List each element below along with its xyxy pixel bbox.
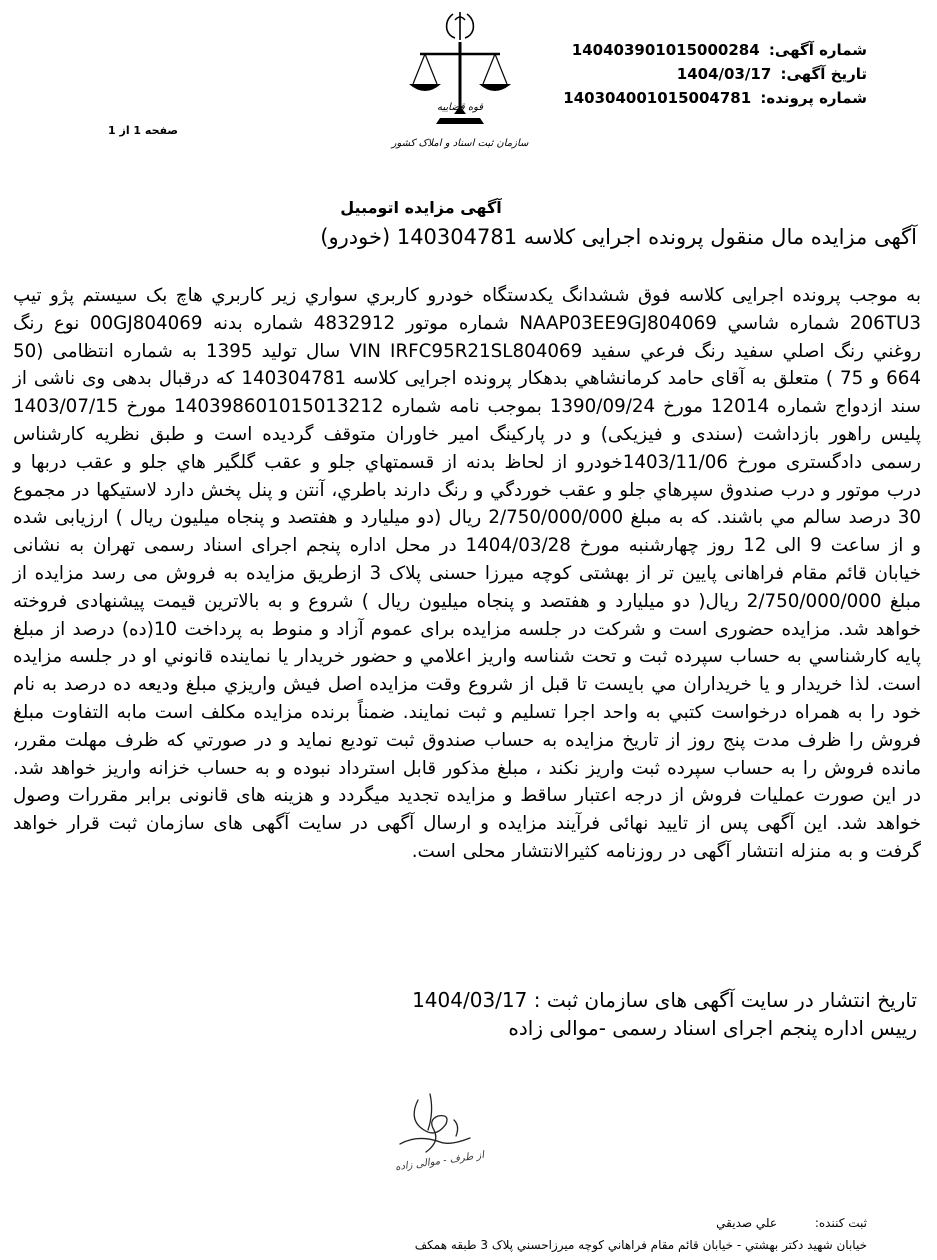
signature-text: از طرف - موالی زاده — [394, 1149, 485, 1174]
file-number-label: شماره پرونده: — [760, 89, 867, 107]
page-title: آگهی مزایده اتومبیل — [340, 198, 502, 217]
notice-date: 1404/03/17 — [676, 65, 772, 83]
notice-subtitle: آگهی مزایده مال منقول پرونده اجرایی کلاسه 140304781 (خودرو) — [320, 225, 917, 249]
emblem-caption-1: قوه قضاییه — [436, 102, 484, 113]
signer-title: رییس اداره پنجم اجرای اسناد رسمی -موالی زاده — [508, 1016, 917, 1040]
publication-date: تاریخ انتشار در سایت آگهی های سازمان ثبت : 1404/03/17 — [412, 988, 917, 1012]
notice-number-row — [507, 38, 867, 62]
notice-number-label: شماره آگهی: — [768, 41, 867, 59]
registrar-name: علي صديقي — [716, 1216, 778, 1230]
notice-date-label: تاریخ آگهی: — [780, 65, 867, 83]
file-number-row — [507, 86, 867, 110]
emblem-caption-2: سازمان ثبت اسناد و املاک کشور — [391, 138, 529, 149]
file-number: 140304001015004781 — [563, 89, 752, 107]
notice-body — [13, 282, 921, 866]
judiciary-scales-emblem-icon — [365, 6, 555, 156]
page-number: صفحه 1 از 1 — [108, 124, 179, 137]
notice-body-paragraph: به موجب پرونده اجرایی کلاسه فوق ششدانگ یکدستگاه خودرو کاربري سواري زير کاربري هاچ بک سيستم پژو تيپ 206TU3 شماره شاسي NAAP03EE9GJ804069 شماره موتور 4832912 شماره بدنه 00GJ804069 نوع رنگ روغني رنگ اصلي سفيد رنگ فرعي سفيد VIN IRFC95R21SL804069 سال توليد 1395 به شماره انتظامی (50 664 و 75 ) متعلق به آقای حامد کرمانشاهي بدهکار پرونده اجرایی کلاسه 140304781 که درقبال بدهی وی ناشی از سند ازدواج شماره 12014 مورخ 1390/09/24 بموجب نامه شماره 140398601015013212 مورخ 1403/07/15 پلیس راهور بازداشت (سندی و فیزیکی) و در پارکینگ امیر خاوران متوقف گردیده است و طبق نظریه کارشناس رسمی دادگستری مورخ 1403/11/06خودرو از لحاظ بدنه از قسمتهاي جلو و عقب گلگير هاي جلو و عقب دربها و درب موتور و درب صندوق سپرهاي جلو و عقب خوردگي و رنگ دارند باطري، آنتن و پنل پخش دارد لاستيکها در مجموع 30 درصد سالم مي باشند. که به مبلغ 2/750/000/000 ريال (دو ميليارد و هفتصد و پنجاه ميليون ريال ) ارزیابی شده و از ساعت 9 الی 12 روز چهارشنبه مورخ 1404/03/28 در محل اداره پنجم اجرای اسناد رسمی تهران به نشانی خیابان قائم مقام فراهانی پایین تر از بهشتی کوچه میرزا حسنی پلاک 3 ازطریق مزایده به فروش می رسد مزایده از مبلغ 2/750/000/000 ریال( دو میلیارد و هفتصد و پنجاه میلیون ریال ) شروع و به بالاترین قیمت پیشنهادی فروخته خواهد شد. مزایده حضوری است و شرکت در جلسه مزایده برای عموم آزاد و منوط به پرداخت 10(ده) درصد از مبلغ پايه کارشناسي به حساب سپرده ثبت و تحت شناسه واريز اعلامي و حضور خريدار يا نماينده قانوني او در جلسه مزايده است. لذا خريدار و يا خريداران مي بايست تا قبل از شروع وقت مزايده اصل فيش واريزي مبلغ وديعه ده درصد به نام خود را به همراه درخواست کتبي به واحد اجرا تسليم و ثبت نمايند. ضمناً برنده مزايده مکلف است مابه التفاوت مبلغ فروش را ظرف مدت پنج روز از تاريخ مزايده به حساب صندوق ثبت توديع نمايد و در صورتي که ظرف مهلت مقرر، مانده فروش را به حساب سپرده ثبت واريز نکند ، مبلغ مذکور قابل استرداد نبوده و به حساب خزانه واریز خواهد شد. در این صورت عملیات فروش از درجه اعتبار ساقط و مزایده تجدید میگردد و هزینه های قانونی برابر مقررات وصول خواهد شد. این آگهی پس از تایید نهائی فرآیند مزایده و ارسال آگهی در سایت آگهی های سازمان ثبت قرار خواهد گرفت و به منزله انتشار آگهی در روزنامه کثیرالانتشار محلی است. — [13, 285, 922, 862]
notice-number: 140403901015000284 — [571, 41, 760, 59]
notice-meta — [507, 38, 867, 110]
office-address: خیابان شهید دکتر بهشتي - خيابان قائم مقام فراهاني کوچه ميرزاحسني پلاک 3 طبقه همکف — [414, 1238, 867, 1252]
registrar-label: ثبت کننده: — [814, 1216, 867, 1230]
notice-date-row — [507, 62, 867, 86]
handwritten-signature-icon — [360, 1090, 510, 1190]
registrar-row — [716, 1216, 867, 1230]
